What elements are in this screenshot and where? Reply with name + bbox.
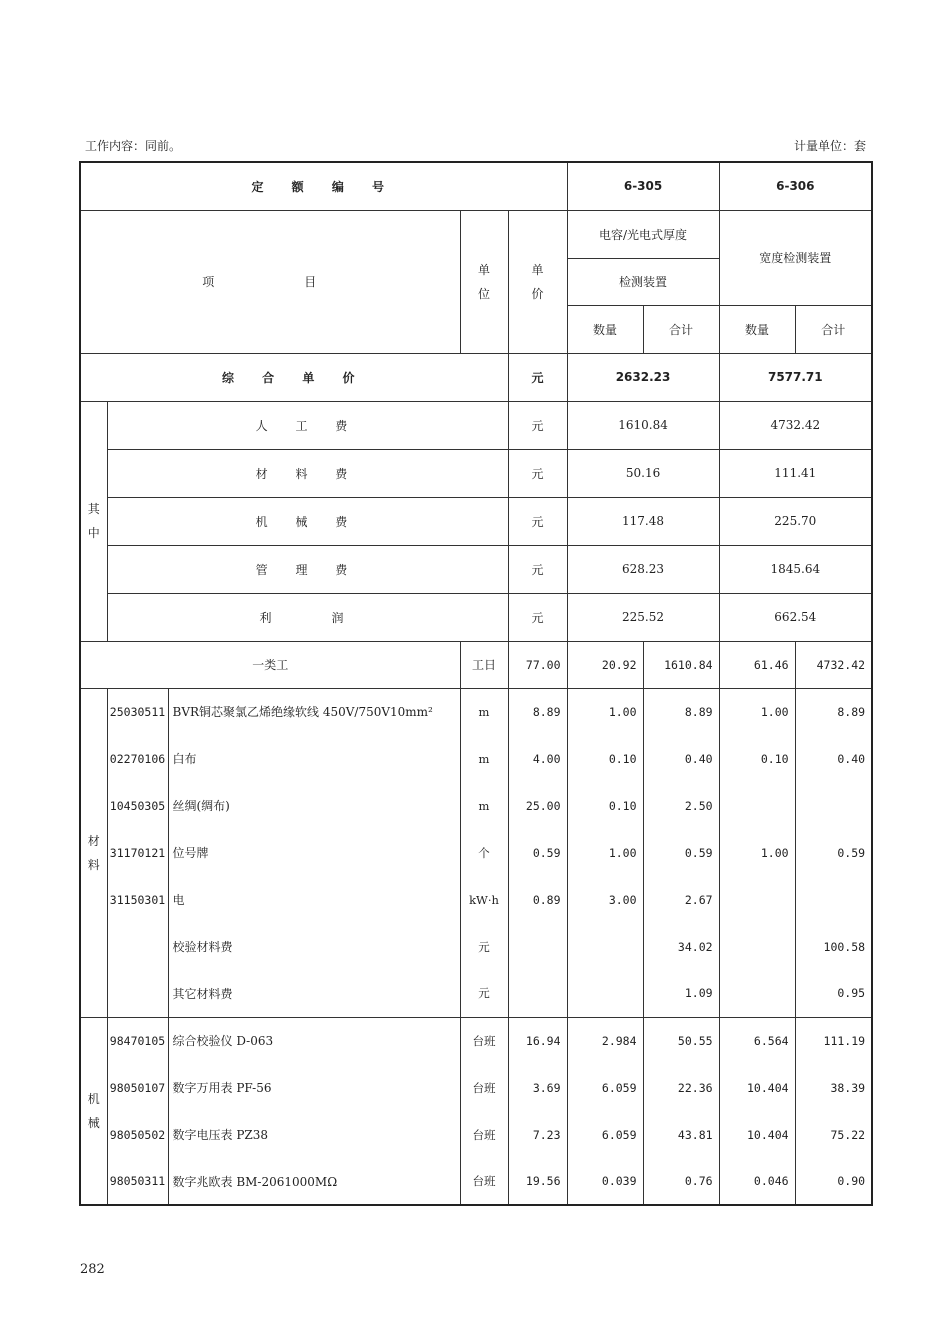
item-price: 4.00: [508, 735, 567, 782]
composite-label: 综 合 单 价: [80, 353, 508, 401]
labor-sum-2: 4732.42: [795, 641, 872, 688]
item-price: [508, 970, 567, 1017]
breakdown-unit: 元: [508, 401, 567, 449]
item-name: 数字兆欧表 BM-2061000MΩ: [168, 1158, 460, 1205]
col2-title: 宽度检测装置: [719, 210, 872, 305]
item-label: 项 目: [80, 210, 460, 353]
item-unit: m: [460, 735, 508, 782]
labor-qty-2: 61.46: [719, 641, 795, 688]
breakdown-unit: 元: [508, 449, 567, 497]
breakdown-unit: 元: [508, 593, 567, 641]
item-name: 电: [168, 876, 460, 923]
item-sum-1: 22.36: [643, 1064, 719, 1111]
of-which-label: 其 中: [80, 401, 107, 641]
item-price: 0.89: [508, 876, 567, 923]
item-code: 98470105: [107, 1017, 168, 1064]
item-name: BVR铜芯聚氯乙烯绝缘软线 450V/750V10mm²: [168, 688, 460, 735]
item-name: 其它材料费: [168, 970, 460, 1017]
item-sum-1: 50.55: [643, 1017, 719, 1064]
item-sum-1: 0.59: [643, 829, 719, 876]
item-code: 10450305: [107, 782, 168, 829]
labor-unit: 工日: [460, 641, 508, 688]
item-name: 数字万用表 PF-56: [168, 1064, 460, 1111]
breakdown-value-1: 225.52: [567, 593, 719, 641]
item-sum-2: 0.95: [795, 970, 872, 1017]
quota-no-label: 定 额 编 号: [80, 162, 567, 210]
item-price: 25.00: [508, 782, 567, 829]
composite-value-1: 2632.23: [567, 353, 719, 401]
item-sum-2: 0.40: [795, 735, 872, 782]
labor-sum-1: 1610.84: [643, 641, 719, 688]
item-qty-2: 0.10: [719, 735, 795, 782]
item-qty-2: [719, 970, 795, 1017]
item-unit: m: [460, 782, 508, 829]
item-qty-1: [567, 970, 643, 1017]
item-qty-1: 6.059: [567, 1111, 643, 1158]
item-unit: 台班: [460, 1064, 508, 1111]
sum-label-2: 合计: [795, 305, 872, 353]
item-code: 98050502: [107, 1111, 168, 1158]
machines-label: 机 械: [80, 1017, 107, 1205]
breakdown-value-2: 225.70: [719, 497, 872, 545]
item-name: 白布: [168, 735, 460, 782]
item-sum-2: 100.58: [795, 923, 872, 970]
labor-qty-1: 20.92: [567, 641, 643, 688]
col1-title-a: 电容/光电式厚度: [567, 210, 719, 258]
unit-note: 计量单位：套: [793, 139, 866, 153]
item-sum-2: 0.90: [795, 1158, 872, 1205]
item-qty-2: 6.564: [719, 1017, 795, 1064]
item-qty-2: 1.00: [719, 829, 795, 876]
item-sum-1: 8.89: [643, 688, 719, 735]
item-code: 31170121: [107, 829, 168, 876]
item-unit: 元: [460, 970, 508, 1017]
item-price: 16.94: [508, 1017, 567, 1064]
unit-label: 单 位: [460, 210, 508, 353]
item-price: 8.89: [508, 688, 567, 735]
labor-price: 77.00: [508, 641, 567, 688]
item-qty-2: [719, 923, 795, 970]
item-code: 98050107: [107, 1064, 168, 1111]
item-code: 31150301: [107, 876, 168, 923]
breakdown-value-2: 4732.42: [719, 401, 872, 449]
qty-label-2: 数量: [719, 305, 795, 353]
item-code: [107, 970, 168, 1017]
item-code: 02270106: [107, 735, 168, 782]
item-qty-1: 2.984: [567, 1017, 643, 1064]
labor-label: 一类工: [80, 641, 460, 688]
item-qty-2: 10.404: [719, 1064, 795, 1111]
quota-table: [79, 161, 873, 1206]
breakdown-label: 管 理 费: [107, 545, 508, 593]
item-qty-1: [567, 923, 643, 970]
item-sum-2: 0.59: [795, 829, 872, 876]
item-name: 校验材料费: [168, 923, 460, 970]
item-unit: 元: [460, 923, 508, 970]
item-name: 丝绸(绸布): [168, 782, 460, 829]
breakdown-label: 材 料 费: [107, 449, 508, 497]
breakdown-value-1: 1610.84: [567, 401, 719, 449]
item-qty-2: 10.404: [719, 1111, 795, 1158]
item-qty-2: [719, 876, 795, 923]
breakdown-value-2: 111.41: [719, 449, 872, 497]
item-sum-2: [795, 782, 872, 829]
item-sum-1: 43.81: [643, 1111, 719, 1158]
item-sum-1: 2.67: [643, 876, 719, 923]
item-price: [508, 923, 567, 970]
item-sum-1: 0.40: [643, 735, 719, 782]
breakdown-label: 机 械 费: [107, 497, 508, 545]
item-unit: 台班: [460, 1111, 508, 1158]
item-qty-1: 6.059: [567, 1064, 643, 1111]
item-code: [107, 923, 168, 970]
item-price: 3.69: [508, 1064, 567, 1111]
breakdown-label: 利 润: [107, 593, 508, 641]
breakdown-label: 人 工 费: [107, 401, 508, 449]
item-qty-1: 0.10: [567, 735, 643, 782]
breakdown-value-1: 117.48: [567, 497, 719, 545]
breakdown-value-2: 1845.64: [719, 545, 872, 593]
price-label: 单 价: [508, 210, 567, 353]
item-unit: 台班: [460, 1017, 508, 1064]
composite-value-2: 7577.71: [719, 353, 872, 401]
item-price: 19.56: [508, 1158, 567, 1205]
item-price: 0.59: [508, 829, 567, 876]
work-content-note: 工作内容：同前。: [85, 139, 182, 153]
qty-label-1: 数量: [567, 305, 643, 353]
item-sum-1: 0.76: [643, 1158, 719, 1205]
item-qty-2: 0.046: [719, 1158, 795, 1205]
breakdown-value-1: 50.16: [567, 449, 719, 497]
item-code: 98050311: [107, 1158, 168, 1205]
item-name: 数字电压表 PZ38: [168, 1111, 460, 1158]
item-qty-2: 1.00: [719, 688, 795, 735]
item-name: 位号牌: [168, 829, 460, 876]
item-qty-1: 3.00: [567, 876, 643, 923]
item-sum-2: 111.19: [795, 1017, 872, 1064]
breakdown-value-1: 628.23: [567, 545, 719, 593]
sum-label-1: 合计: [643, 305, 719, 353]
item-name: 综合校验仪 D-063: [168, 1017, 460, 1064]
quota-no-1: 6-305: [567, 162, 719, 210]
item-price: 7.23: [508, 1111, 567, 1158]
item-qty-1: 0.10: [567, 782, 643, 829]
item-unit: m: [460, 688, 508, 735]
item-sum-2: 38.39: [795, 1064, 872, 1111]
page-number: 282: [80, 1262, 105, 1277]
quota-no-2: 6-306: [719, 162, 872, 210]
composite-unit: 元: [508, 353, 567, 401]
breakdown-unit: 元: [508, 545, 567, 593]
item-qty-2: [719, 782, 795, 829]
item-sum-2: 8.89: [795, 688, 872, 735]
item-sum-1: 34.02: [643, 923, 719, 970]
item-sum-2: [795, 876, 872, 923]
item-qty-1: 1.00: [567, 688, 643, 735]
materials-label: 材 料: [80, 688, 107, 1017]
item-unit: kW·h: [460, 876, 508, 923]
col1-title-b: 检测装置: [567, 258, 719, 305]
item-qty-1: 1.00: [567, 829, 643, 876]
item-sum-1: 2.50: [643, 782, 719, 829]
item-qty-1: 0.039: [567, 1158, 643, 1205]
breakdown-value-2: 662.54: [719, 593, 872, 641]
item-unit: 台班: [460, 1158, 508, 1205]
item-code: 25030511: [107, 688, 168, 735]
item-sum-2: 75.22: [795, 1111, 872, 1158]
item-unit: 个: [460, 829, 508, 876]
item-sum-1: 1.09: [643, 970, 719, 1017]
breakdown-unit: 元: [508, 497, 567, 545]
